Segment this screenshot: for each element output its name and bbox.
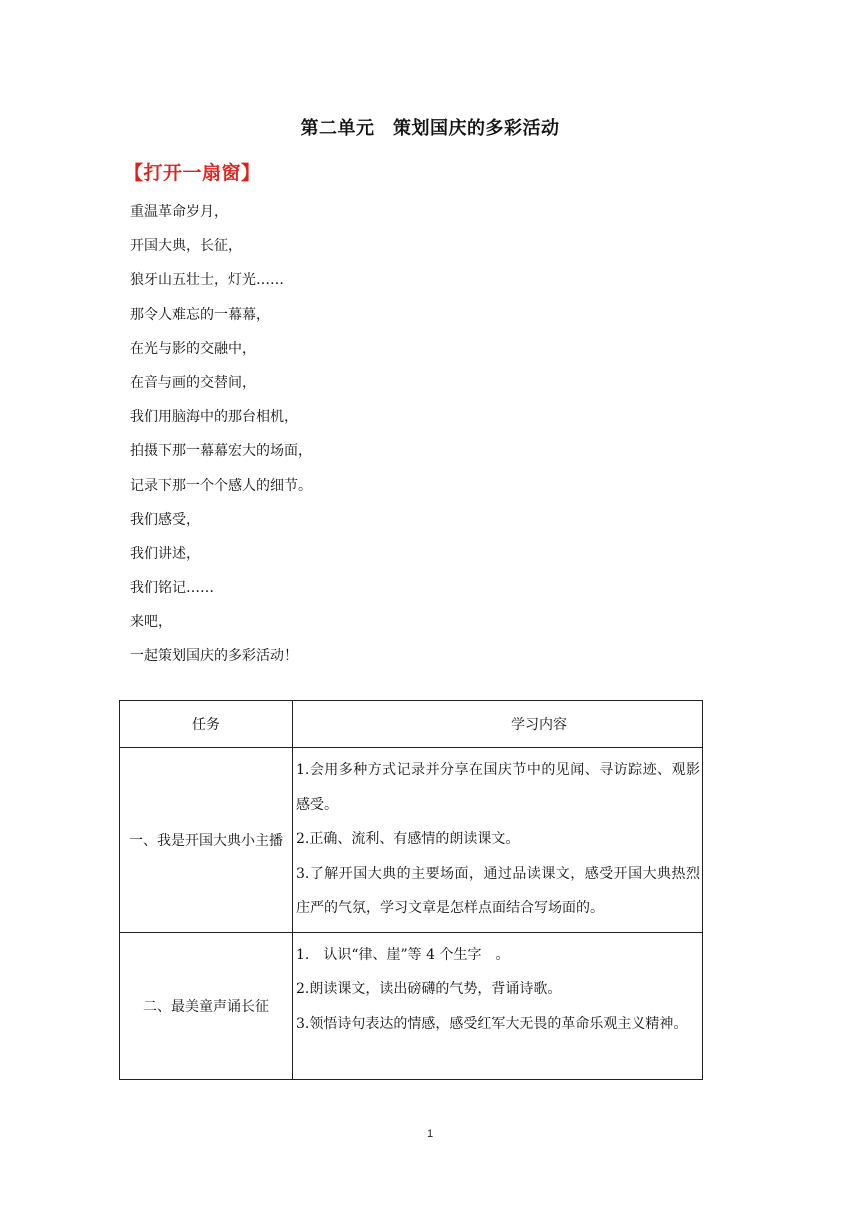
column-header-content-label: 学习内容 bbox=[511, 717, 567, 733]
poem-line: 我们讲述， bbox=[130, 545, 200, 562]
page-number: 1 bbox=[426, 1128, 434, 1140]
poem-line: 我们感受， bbox=[130, 511, 200, 528]
poem-line: 一起策划国庆的多彩活动！ bbox=[130, 648, 298, 665]
poem-line: 我们铭记…… bbox=[130, 580, 214, 597]
content-item: 2.朗读课文，读出磅礴的气势，背诵诗歌。 bbox=[296, 981, 562, 997]
task-cell: 一、我是开国大典小主播 bbox=[120, 748, 293, 933]
content-item: 1.会用多种方式记录并分享在国庆节中的见闻、寻访踪迹、观影感受。 bbox=[296, 762, 700, 813]
poem-line: 在光与影的交融中， bbox=[130, 340, 256, 357]
table-row bbox=[120, 932, 703, 1079]
content-item: 2.正确、流利、有感情的朗读课文。 bbox=[296, 831, 520, 847]
column-header-content bbox=[293, 701, 703, 748]
content-cell bbox=[293, 748, 703, 933]
poem-line: 开国大典，长征， bbox=[130, 238, 242, 255]
poem-line: 重温革命岁月， bbox=[130, 204, 228, 220]
poem-line: 狼牙山五壮士，灯光…… bbox=[130, 272, 284, 289]
content-item: 1. 认识“律、崖”等 4 个生字 。 bbox=[296, 946, 510, 963]
poem-line: 在音与画的交替间， bbox=[130, 374, 256, 391]
content-cell bbox=[293, 932, 703, 1079]
content-item: 3.了解开国大典的主要场面，通过品读课文，感受开国大典热烈庄严的气氛，学习文章是怎样点面结合写场面的。 bbox=[296, 865, 700, 916]
poem-line: 我们用脑海中的那台相机， bbox=[130, 409, 298, 426]
task-table bbox=[119, 700, 703, 1080]
poem-line: 那令人难忘的一幕幕， bbox=[130, 306, 270, 323]
poem bbox=[130, 198, 312, 677]
table-header-row bbox=[120, 701, 703, 748]
content-item: 3.领悟诗句表达的情感，感受红军大无畏的革命乐观主义精神。 bbox=[296, 1015, 688, 1032]
task-cell: 二、最美童声诵长征 bbox=[120, 932, 293, 1079]
poem-line: 记录下那一个个感人的细节。 bbox=[130, 477, 312, 494]
section-heading: 【打开一扇窗】 bbox=[124, 162, 261, 184]
page-title: 第二单元 策划国庆的多彩活动 bbox=[300, 118, 560, 139]
poem-line: 拍摄下那一幕幕宏大的场面， bbox=[130, 443, 312, 460]
column-header-task: 任务 bbox=[120, 701, 293, 748]
table-row bbox=[120, 748, 703, 933]
poem-line: 来吧， bbox=[130, 614, 172, 631]
